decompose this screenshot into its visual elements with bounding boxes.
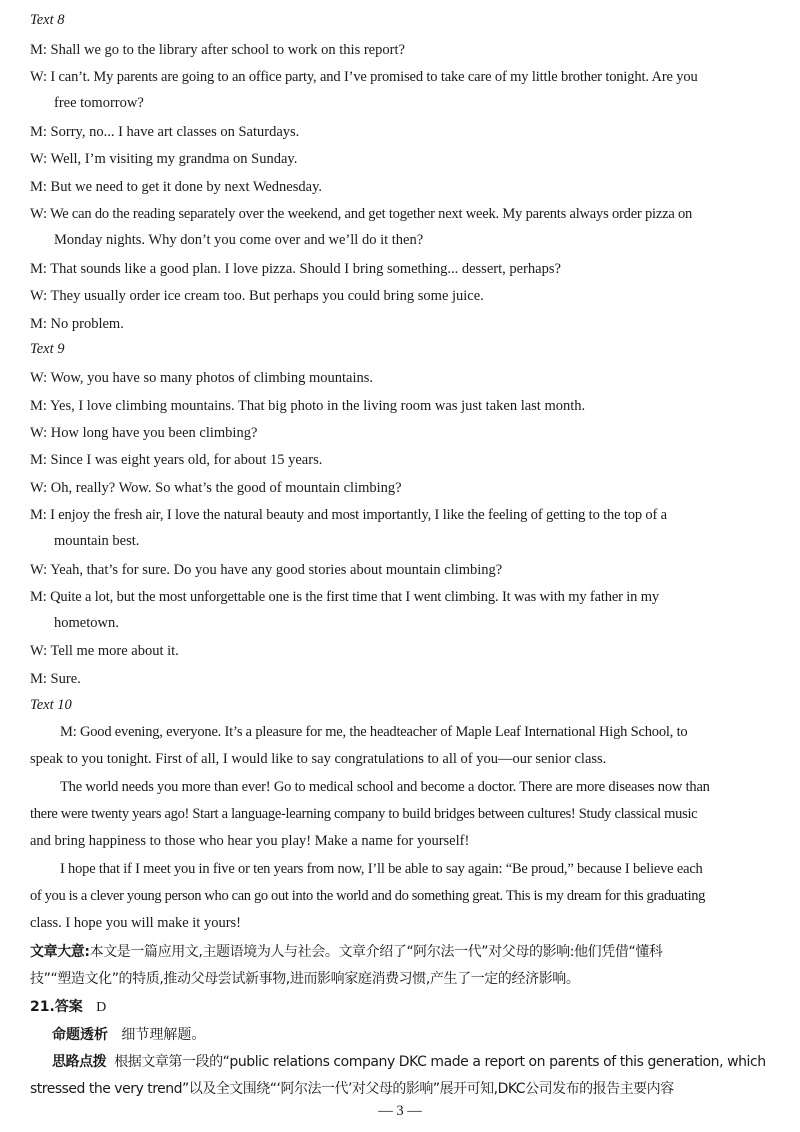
text8-heading: Text 8 — [30, 12, 65, 28]
dialogue-line-continued: hometown. — [54, 615, 119, 631]
hint-line-2: stressed the very trend”以及全文围绕“‘阿尔法一代’对父母的影响”展开可知,DKC公司发布的报告主要内容 — [30, 1081, 674, 1097]
dialogue-line: M: I enjoy the fresh air, I love the natural beauty and most importantly, I like the feeling of getting to the top of a — [30, 507, 667, 523]
summary-line-2: 技”“塑造文化”的特质,推动父母尝试新事物,进而影响家庭消费习惯,产生了一定的经济影响。 — [30, 971, 580, 987]
dialogue-line-continued: Monday nights. Why don’t you come over and we’ll do it then? — [54, 232, 424, 248]
hint-text: 根据文章第一段的“public relations company DKC made a report on parents of this generation, which — [114, 1054, 766, 1070]
dialogue-line: M: Since I was eight years old, for about 15 years. — [30, 452, 323, 468]
summary-label: 文章大意: — [30, 944, 90, 960]
speech-line: and bring happiness to those who hear you play! Make a name for yourself! — [30, 833, 470, 849]
analysis-value: 细节理解题。 — [121, 1027, 206, 1043]
speech-line: M: Good evening, everyone. It’s a pleasure for me, the headteacher of Maple Leaf International High School, to — [60, 724, 688, 740]
dialogue-line: M: That sounds like a good plan. I love pizza. Should I bring something... dessert, perhaps? — [30, 261, 561, 277]
answer-line — [30, 996, 106, 1016]
dialogue-line: M: Sure. — [30, 671, 81, 687]
hint-line-1 — [52, 1051, 766, 1071]
dialogue-line: W: Oh, really? Wow. So what’s the good of mountain climbing? — [30, 480, 402, 496]
dialogue-line: W: How long have you been climbing? — [30, 425, 258, 441]
page-number: — 3 — — [378, 1103, 422, 1119]
dialogue-line: W: They usually order ice cream too. But perhaps you could bring some juice. — [30, 288, 484, 304]
dialogue-line-continued: mountain best. — [54, 533, 140, 549]
dialogue-line: W: Yeah, that’s for sure. Do you have any good stories about mountain climbing? — [30, 562, 503, 578]
summary-line-1 — [30, 941, 663, 961]
analysis-line — [52, 1024, 205, 1044]
answer-label: 答案 — [54, 999, 83, 1015]
hint-label: 思路点拨 — [52, 1054, 107, 1070]
dialogue-line: W: I can’t. My parents are going to an office party, and I’ve promised to take care of my little brother tonight. Are you — [30, 69, 698, 85]
dialogue-line-continued: free tomorrow? — [54, 95, 144, 111]
dialogue-line: M: Shall we go to the library after school to work on this report? — [30, 42, 405, 58]
answer-value: D — [96, 1000, 107, 1015]
dialogue-line: M: Sorry, no... I have art classes on Saturdays. — [30, 124, 300, 140]
speech-line: I hope that if I meet you in five or ten years from now, I’ll be able to say again: “Be proud,” because I believe each — [60, 861, 703, 877]
dialogue-line: M: But we need to get it done by next Wednesday. — [30, 179, 322, 195]
dialogue-line: W: Wow, you have so many photos of climbing mountains. — [30, 370, 374, 386]
question-number: 21. — [30, 999, 55, 1015]
dialogue-line: W: Well, I’m visiting my grandma on Sunday. — [30, 151, 298, 167]
dialogue-line: W: We can do the reading separately over the weekend, and get together next week. My parents always order pizza on — [30, 206, 693, 222]
text10-heading: Text 10 — [30, 697, 72, 713]
speech-line: The world needs you more than ever! Go to medical school and become a doctor. There are more diseases now than — [60, 779, 710, 795]
dialogue-line: M: Yes, I love climbing mountains. That big photo in the living room was just taken last month. — [30, 398, 586, 414]
dialogue-line: W: Tell me more about it. — [30, 643, 179, 659]
speech-line: of you is a clever young person who can go out into the world and do something great. This is my dream for this graduating — [30, 888, 706, 904]
summary-text: 本文是一篇应用文,主题语境为人与社会。文章介绍了“阿尔法一代”对父母的影响:他们凭借“懂科 — [89, 944, 663, 960]
text9-heading: Text 9 — [30, 341, 65, 357]
dialogue-line: M: Quite a lot, but the most unforgettable one is the first time that I went climbing. It was with my father in my — [30, 589, 659, 605]
analysis-label: 命题透析 — [52, 1027, 108, 1043]
speech-line: there were twenty years ago! Start a language-learning company to build bridges between cultures! Study classical music — [30, 806, 698, 822]
speech-line: class. I hope you will make it yours! — [30, 915, 242, 931]
speech-line: speak to you tonight. First of all, I would like to say congratulations to all of you—our senior class. — [30, 751, 607, 767]
dialogue-line: M: No problem. — [30, 316, 124, 332]
